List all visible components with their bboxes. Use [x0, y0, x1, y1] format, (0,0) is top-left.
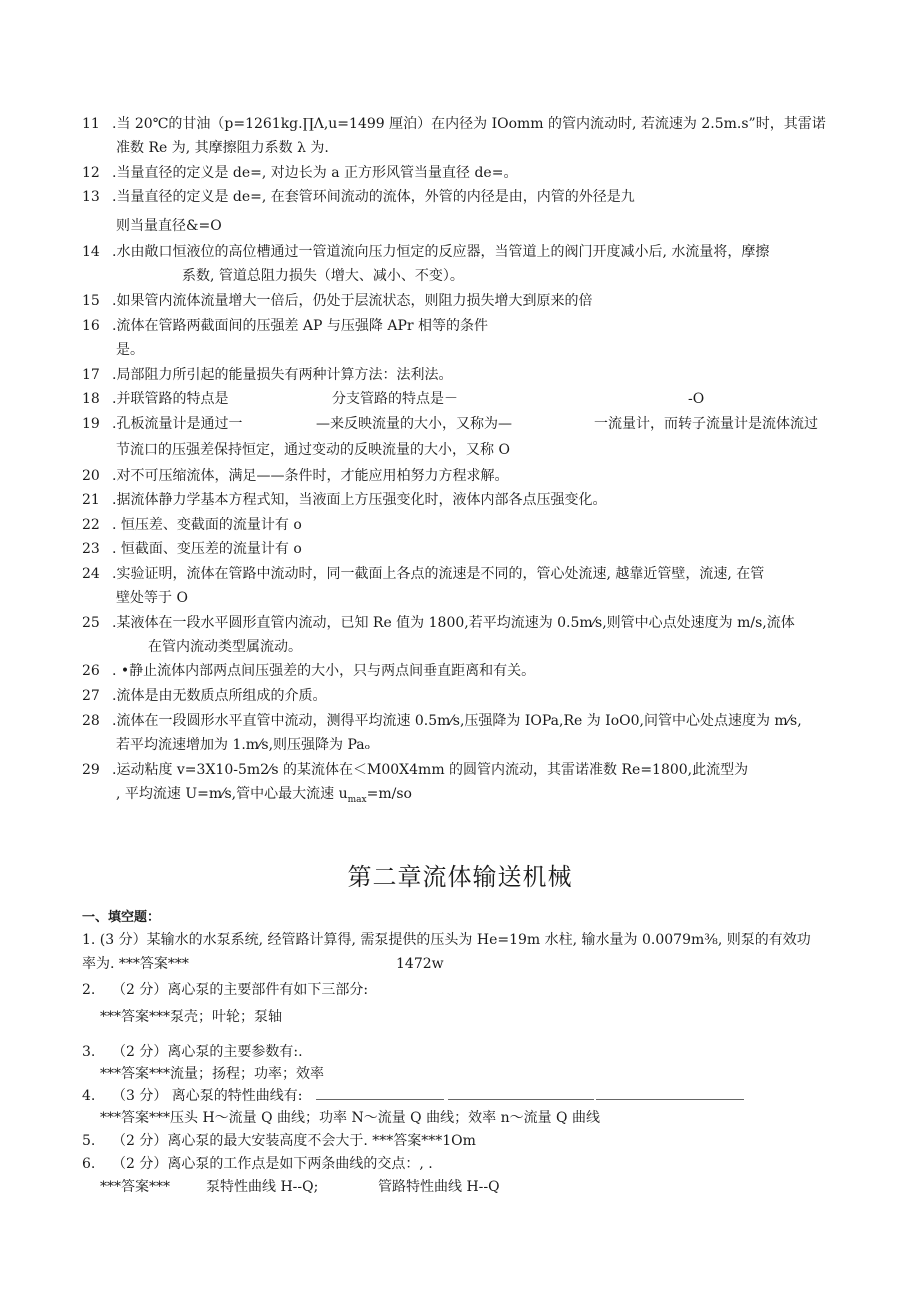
item-text-part: =m/so [366, 786, 412, 802]
answer-text: 泵特性曲线 H--Q; [206, 1179, 319, 1195]
item-number: 28 [82, 713, 100, 729]
subscript: max [347, 794, 367, 805]
item-number: 23 [82, 541, 100, 557]
answer-label: ***答案*** [100, 1179, 170, 1195]
item-number: 21 [82, 492, 100, 508]
question-text: （2 分）离心泵的主要参数有:. [112, 1044, 303, 1060]
item-text: . 恒压差、变截面的流量计有 o [112, 517, 302, 533]
question-text: 1. (3 分）某输水的水泵系统, 经管路计算得, 需泵提供的压头为 He=19m 水柱, 输水量为 0.0079m⅜, 则泵的有效功 [82, 932, 811, 948]
item-text: 则当量直径&=O [116, 218, 222, 234]
item-text: 准数 Re 为, 其摩擦阻力系数 λ 为. [116, 140, 329, 156]
item-text: 一流量计，而转子流量计是流体流过 [594, 416, 818, 432]
item-text: .流体在一段圆形水平直管中流动，测得平均流速 0.5m⁄s,压强降为 IOPa,Re 为 IoO0,问管中心处点速度为 m⁄s, [112, 713, 802, 729]
blank-line [316, 1086, 444, 1106]
blank-line [448, 1086, 594, 1106]
item-text: .如果管内流体流量增大一倍后，仍处于层流状态，则阻力损失增大到原来的倍 [112, 293, 593, 309]
item-number: 14 [82, 244, 100, 260]
item-number: 17 [82, 367, 100, 383]
item-text: .当量直径的定义是 de=, 对边长为 a 正方形风管当量直径 de=。 [112, 165, 518, 181]
item-text: .流体是由无数质点所组成的介质。 [112, 688, 327, 704]
item-number: 19 [82, 416, 100, 432]
item-text: .对不可压缩流体，满足——条件时，才能应用柏努力方程求解。 [112, 468, 509, 484]
question-text: （2 分）离心泵的工作点是如下两条曲线的交点：, . [112, 1156, 433, 1172]
item-text: .当 20℃的甘油（p=1261kg.∏Λ,u=1499 厘泊）在内径为 IOomm 的管内流动时, 若流速为 2.5m.s”时，其雷诺 [112, 116, 826, 132]
item-number: 27 [82, 688, 100, 704]
item-text: .水由敞口恒液位的高位槽通过一管道流向压力恒定的反应器，当管道上的阀门开度减小后, 水流量将，摩擦 [112, 244, 770, 260]
item-text: .某液体在一段水平圆形直管内流动，已知 Re 值为 1800,若平均流速为 0.5m⁄s,则管中心点处速度为 m/s,流体 [112, 615, 795, 631]
item-text: .局部阻力所引起的能量损失有两种计算方法：法利法。 [112, 367, 453, 383]
item-text: .实验证明，流体在管路中流动时，同一截面上各点的流速是不同的，管心处流速, 越靠近管壁，流速, 在管 [112, 566, 765, 582]
item-number: 22 [82, 517, 100, 533]
item-text-part: , 平均流速 U=m⁄s,管中心最大流速 u [116, 786, 348, 802]
question-number: 3. [82, 1044, 96, 1060]
question-number: 2. [82, 982, 96, 998]
question-number: 4. [82, 1088, 96, 1104]
question-number: 6. [82, 1156, 96, 1172]
section-title: 一、填空题： [82, 910, 161, 925]
item-number: 11 [82, 116, 100, 132]
answer-text: ***答案***流量；扬程；功率；效率 [100, 1066, 324, 1082]
item-number: 20 [82, 468, 100, 484]
item-number: 29 [82, 762, 100, 778]
item-text: . •静止流体内部两点间压强差的大小，只与两点间垂直距离和有关。 [112, 663, 536, 679]
item-text: —来反映流量的大小，又称为— [316, 416, 512, 432]
item-number: 24 [82, 566, 100, 582]
item-text: 系数, 管道总阻力损失（增大、减小、不变）。 [182, 268, 464, 284]
item-text: .据流体静力学基本方程式知，当液面上方压强变化时，液体内部各点压强变化。 [112, 492, 607, 508]
question-text: （2 分）离心泵的主要部件有如下三部分: [112, 982, 369, 998]
item-number: 16 [82, 318, 100, 334]
item-text: . 恒截面、变压差的流量计有 o [112, 541, 302, 557]
item-number: 13 [82, 189, 100, 205]
answer-text: 管路特性曲线 H--Q [378, 1179, 500, 1195]
question-text: （2 分）离心泵的最大安装高度不会大于. ***答案***1Om [112, 1133, 476, 1149]
question-number: 5. [82, 1133, 96, 1149]
item-number: 25 [82, 615, 100, 631]
item-text: 是。 [116, 342, 144, 358]
item-text: 节流口的压强差保持恒定，通过变动的反映流量的大小，又称 O [116, 442, 510, 458]
item-text: 在管内流动类型属流动。 [148, 639, 302, 655]
item-number: 26 [82, 663, 100, 679]
item-text: 壁处等于 O [116, 590, 188, 606]
item-text: .流体在管路两截面间的压强差 AP 与压强降 APr 相等的条件 [112, 318, 489, 334]
item-number: 12 [82, 165, 100, 181]
item-text: 分支管路的特点是－ [332, 391, 458, 407]
item-text: .运动粘度 v=3X10-5m2⁄s 的某流体在＜M00X4mm 的圆管内流动，其雷诺准数 Re=1800,此流型为 [112, 762, 749, 778]
item-text: .当量直径的定义是 de=, 在套管环间流动的流体，外管的内径是由，内管的外径是九 [112, 189, 635, 205]
question-text: （3 分） 离心泵的特性曲线有: [112, 1088, 303, 1104]
item-text [116, 784, 412, 810]
item-text: .孔板流量计是通过一 [112, 416, 243, 432]
item-text: .并联管路的特点是 [112, 391, 229, 407]
answer-text: ***答案***泵壳；叶轮；泵轴 [100, 1009, 282, 1025]
item-text: 若平均流速增加为 1.m⁄s,则压强降为 Paₒ [116, 737, 371, 753]
answer-text: 1472w [396, 956, 444, 972]
answer-text: ***答案***压头 H～流量 Q 曲线；功率 N～流量 Q 曲线；效率 n～流量 Q 曲线 [100, 1110, 600, 1126]
item-number: 15 [82, 293, 100, 309]
blank-line [596, 1086, 744, 1106]
item-number: 18 [82, 391, 100, 407]
item-text: -O [688, 391, 705, 407]
question-text: 率为. ***答案*** [82, 956, 189, 972]
chapter-title: 第二章流体输送机械 [347, 863, 573, 891]
